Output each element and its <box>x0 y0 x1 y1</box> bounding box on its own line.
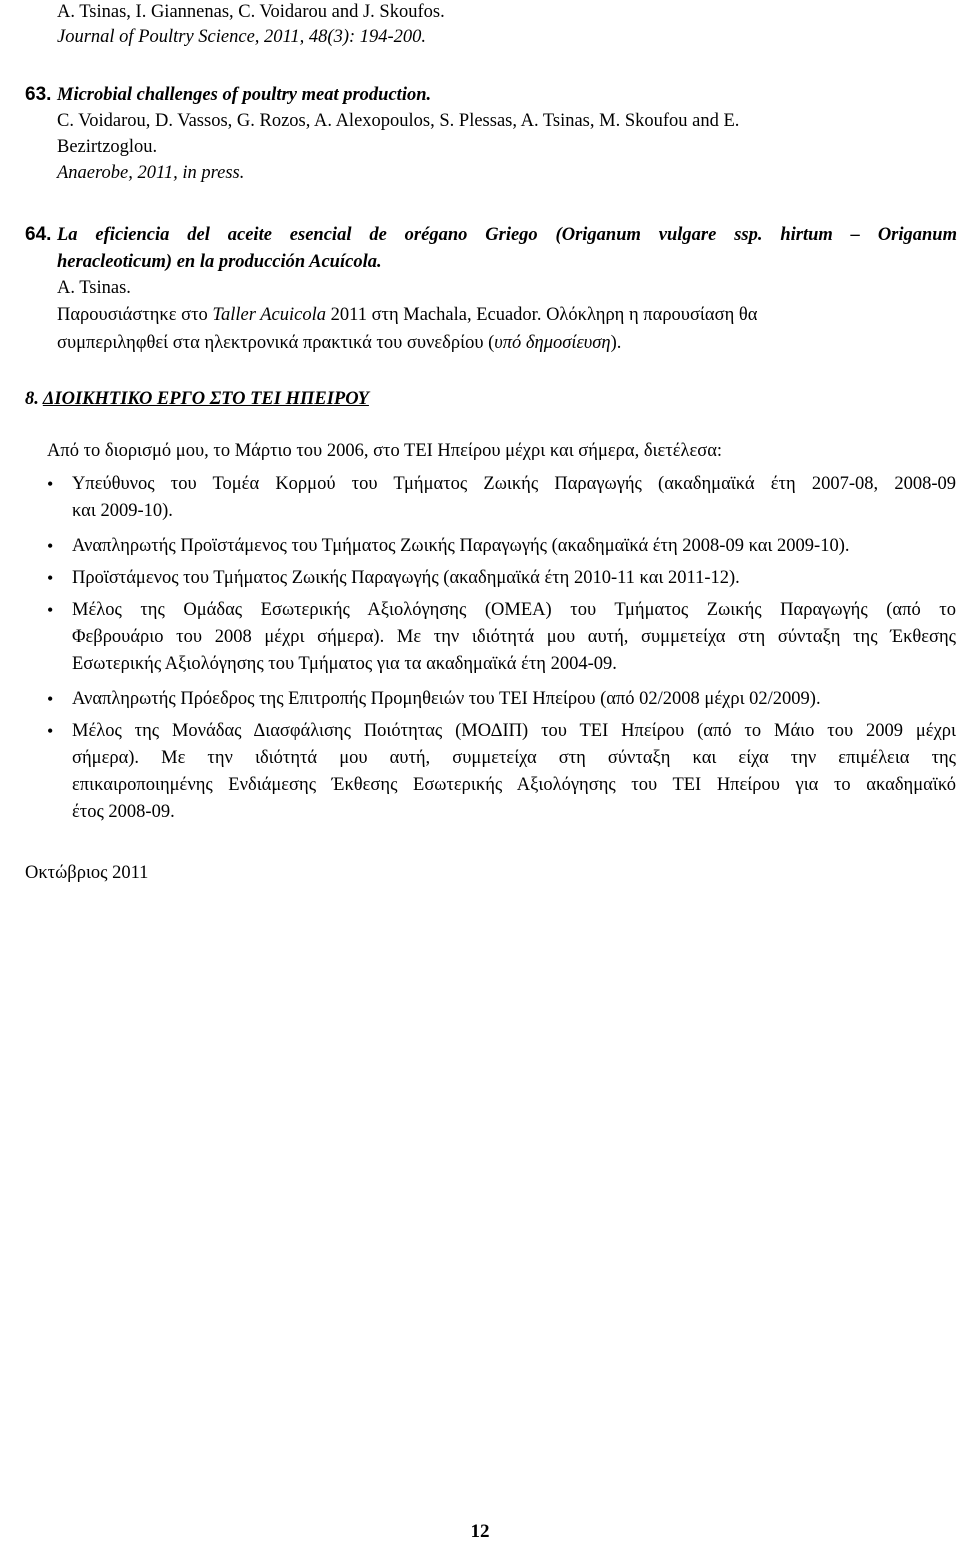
item-1-line2: και 2009-10). <box>72 501 173 521</box>
entry-64-author: A. Tsinas. <box>57 278 131 298</box>
entry-64-title-line1: La eficiencia del aceite esencial de orégano Griego (Origanum vulgare ssp. hirtum – Origanum <box>57 225 957 245</box>
entry-62-journal: Journal of Poultry Science, 2011, 48(3): 194-200. <box>57 27 427 47</box>
section-8-intro: Από το διορισμό μου, το Μάρτιο του 2006, στο ΤΕΙ Ηπείρου μέχρι και σήμερα, διετέλεσα: <box>47 441 723 461</box>
section-8-title: ΔΙΟΙΚΗΤΙΚΟ ΕΡΓΟ ΣΤΟ ΤΕΙ ΗΠΕΙΡΟΥ <box>42 389 369 409</box>
entry-64-number: 64. <box>25 224 52 245</box>
bullet-icon: • <box>47 474 54 494</box>
entry-64-note-line <box>57 330 621 356</box>
item-3-line1: Προϊστάμενος του Τμήματος Ζωικής Παραγωγής (ακαδημαϊκά έτη 2010-11 και 2011-12). <box>72 568 740 588</box>
entry-64-presented-prefix: Παρουσιάστηκε στο <box>57 305 213 325</box>
entry-63-number: 63. <box>25 84 52 105</box>
bullet-icon: • <box>47 600 54 620</box>
entry-64-note-text: συμπεριληφθεί στα ηλεκτρονικά πρακτικά του συνεδρίου ( <box>57 333 495 353</box>
entry-63-journal: Anaerobe, 2011, in press. <box>57 163 245 183</box>
entry-63-authors-line2: Bezirtzoglou. <box>57 137 158 157</box>
bullet-icon: • <box>47 536 54 556</box>
entry-62-authors: A. Tsinas, I. Giannenas, C. Voidarou and J. Skoufos. <box>57 2 445 22</box>
document-date: Οκτώβριος 2011 <box>25 863 149 883</box>
item-6-line2: σήμερα). Με την ιδιότητά μου αυτή, συμμετείχα στη σύνταξη και είχα την επιμέλεια της <box>72 748 956 768</box>
bullet-icon: • <box>47 689 54 709</box>
item-4-line1: Μέλος της Ομάδας Εσωτερικής Αξιολόγησης (ΟΜΕΑ) του Τμήματος Ζωικής Παραγωγής (από το <box>72 600 956 620</box>
entry-64-note-end: ). <box>610 333 622 353</box>
page-number: 12 <box>470 1521 490 1542</box>
item-4-line2: Φεβρουάριο του 2008 μέχρι σήμερα). Με την ιδιότητά μου αυτή, συμμετείχα στη σύνταξη της Έκθεσης <box>72 627 956 647</box>
entry-63-authors-line1: C. Voidarou, D. Vassos, G. Rozos, A. Alexopoulos, S. Plessas, A. Tsinas, M. Skoufou and E. <box>57 111 740 131</box>
item-4-line3: Εσωτερικής Αξιολόγησης του Τμήματος για τα ακαδημαϊκά έτη 2004-09. <box>72 654 617 674</box>
entry-63-title: Microbial challenges of poultry meat production. <box>57 85 432 105</box>
bullet-icon: • <box>47 721 54 741</box>
bullet-icon: • <box>47 568 54 588</box>
entry-64-presented-suffix: 2011 στη Machala, Ecuador. Ολόκληρη η παρουσίαση θα <box>326 305 758 325</box>
section-8-heading <box>25 386 369 412</box>
item-6-line1: Μέλος της Μονάδας Διασφάλισης Ποιότητας (ΜΟΔΙΠ) του ΤΕΙ Ηπείρου (από το Μάιο του 2009 μέχρι <box>72 721 956 741</box>
item-1-line1: Υπεύθυνος του Τομέα Κορμού του Τμήματος Ζωικής Παραγωγής (ακαδημαϊκά έτη 2007-08, 2008-09 <box>72 474 956 494</box>
entry-64-note-italic: υπό δημοσίευση <box>494 333 611 353</box>
item-6-line4: έτος 2008-09. <box>72 802 175 822</box>
entry-64-presented-line <box>57 302 757 328</box>
item-5-line1: Αναπληρωτής Πρόεδρος της Επιτροπής Προμηθειών του ΤΕΙ Ηπείρου (από 02/2008 μέχρι 02/2009). <box>72 689 821 709</box>
item-2-line1: Αναπληρωτής Προϊστάμενος του Τμήματος Ζωικής Παραγωγής (ακαδημαϊκά έτη 2008-09 και 2009-10). <box>72 536 850 556</box>
section-8-number: 8. <box>25 389 39 409</box>
entry-64-title-line2: heracleoticum) en la producción Acuícola. <box>57 252 382 272</box>
item-6-line3: επικαιροποιημένης Ενδιάμεσης Έκθεσης Εσωτερικής Αξιολόγησης του ΤΕΙ Ηπείρου για το ακαδημαϊκό <box>72 775 956 795</box>
entry-64-presented-venue: Taller Acuicola <box>212 305 326 325</box>
